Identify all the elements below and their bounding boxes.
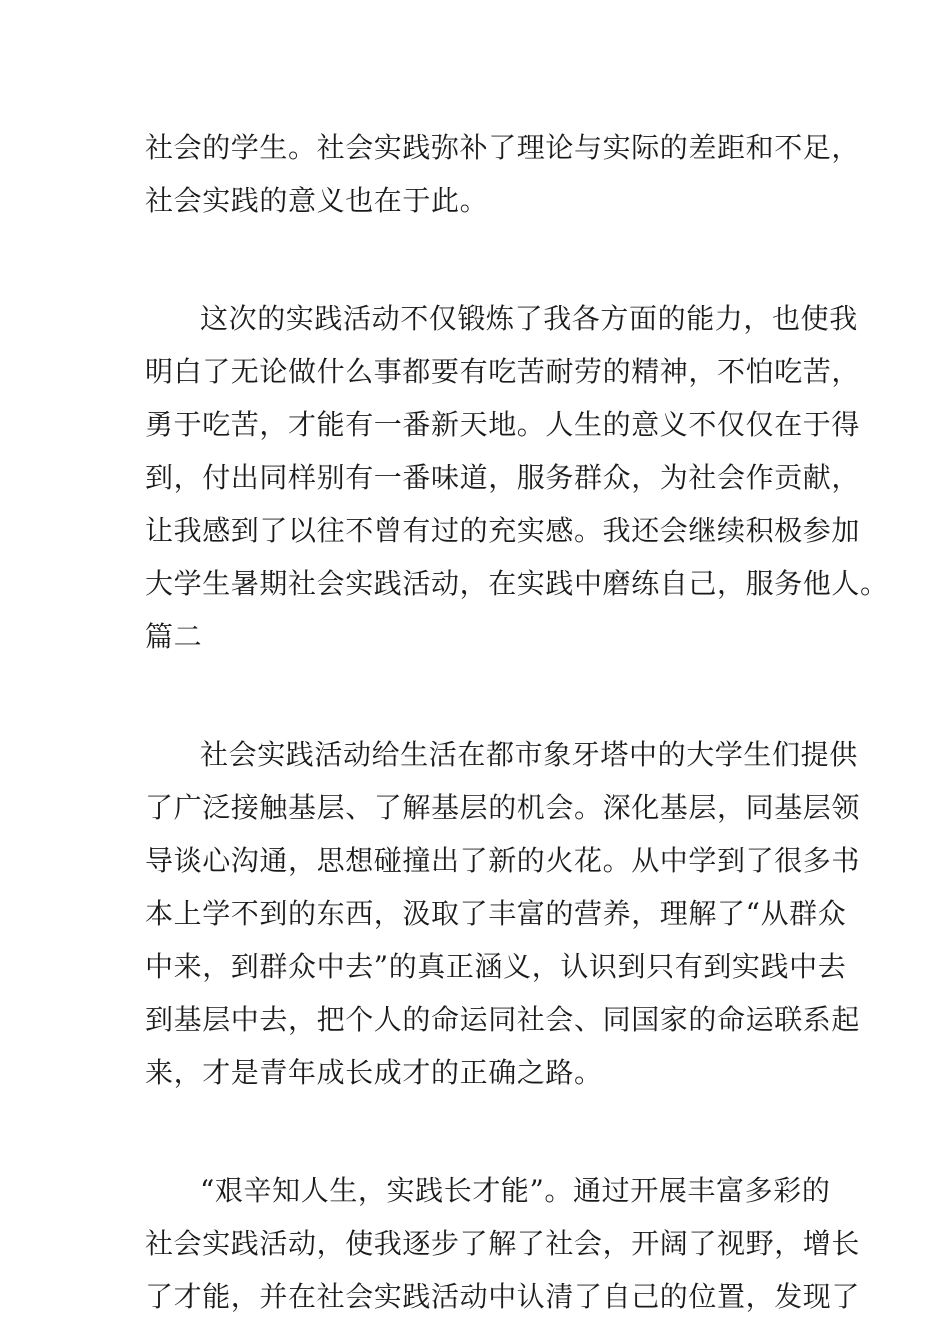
text-line: 社会实践活动，使我逐步了解了社会，开阔了视野，增长 <box>145 1227 861 1260</box>
text-line: 中来，到群众中去”的真正涵义，认识到只有到实践中去 <box>145 950 847 983</box>
text-line: 来，才是青年成长成才的正确之路。 <box>145 1056 603 1089</box>
paragraph-first-line: “艰辛知人生，实践长才能”。通过开展丰富多彩的 <box>200 1174 831 1207</box>
text-line: 明白了无论做什么事都要有吃苦耐劳的精神，不怕吃苦， <box>145 355 861 388</box>
paragraph-first-line: 这次的实践活动不仅锻炼了我各方面的能力，也使我 <box>200 302 858 335</box>
text-line: 大学生暑期社会实践活动，在实践中磨练自己，服务他人。 <box>145 567 889 600</box>
text-line: 到基层中去，把个人的命运同社会、同国家的命运联系起 <box>145 1003 861 1036</box>
text-line: 导谈心沟通，思想碰撞出了新的火花。从中学到了很多书 <box>145 844 861 877</box>
text-line: 让我感到了以往不曾有过的充实感。我还会继续积极参加 <box>145 514 861 547</box>
text-line: 社会的学生。社会实践弥补了理论与实际的差距和不足， <box>145 131 861 164</box>
text-line: 了才能，并在社会实践活动中认清了自己的位置，发现了 <box>145 1280 861 1313</box>
text-line: 了广泛接触基层、了解基层的机会。深化基层，同基层领 <box>145 791 861 824</box>
text-line: 勇于吃苦，才能有一番新天地。人生的意义不仅仅在于得 <box>145 408 861 441</box>
text-line: 社会实践的意义也在于此。 <box>145 184 489 217</box>
text-line: 到，付出同样别有一番味道，服务群众，为社会作贡献， <box>145 461 861 494</box>
text-line: 本上学不到的东西，汲取了丰富的营养，理解了“从群众 <box>145 897 847 930</box>
section-heading: 篇二 <box>145 620 203 653</box>
paragraph-first-line: 社会实践活动给生活在都市象牙塔中的大学生们提供 <box>200 738 858 771</box>
